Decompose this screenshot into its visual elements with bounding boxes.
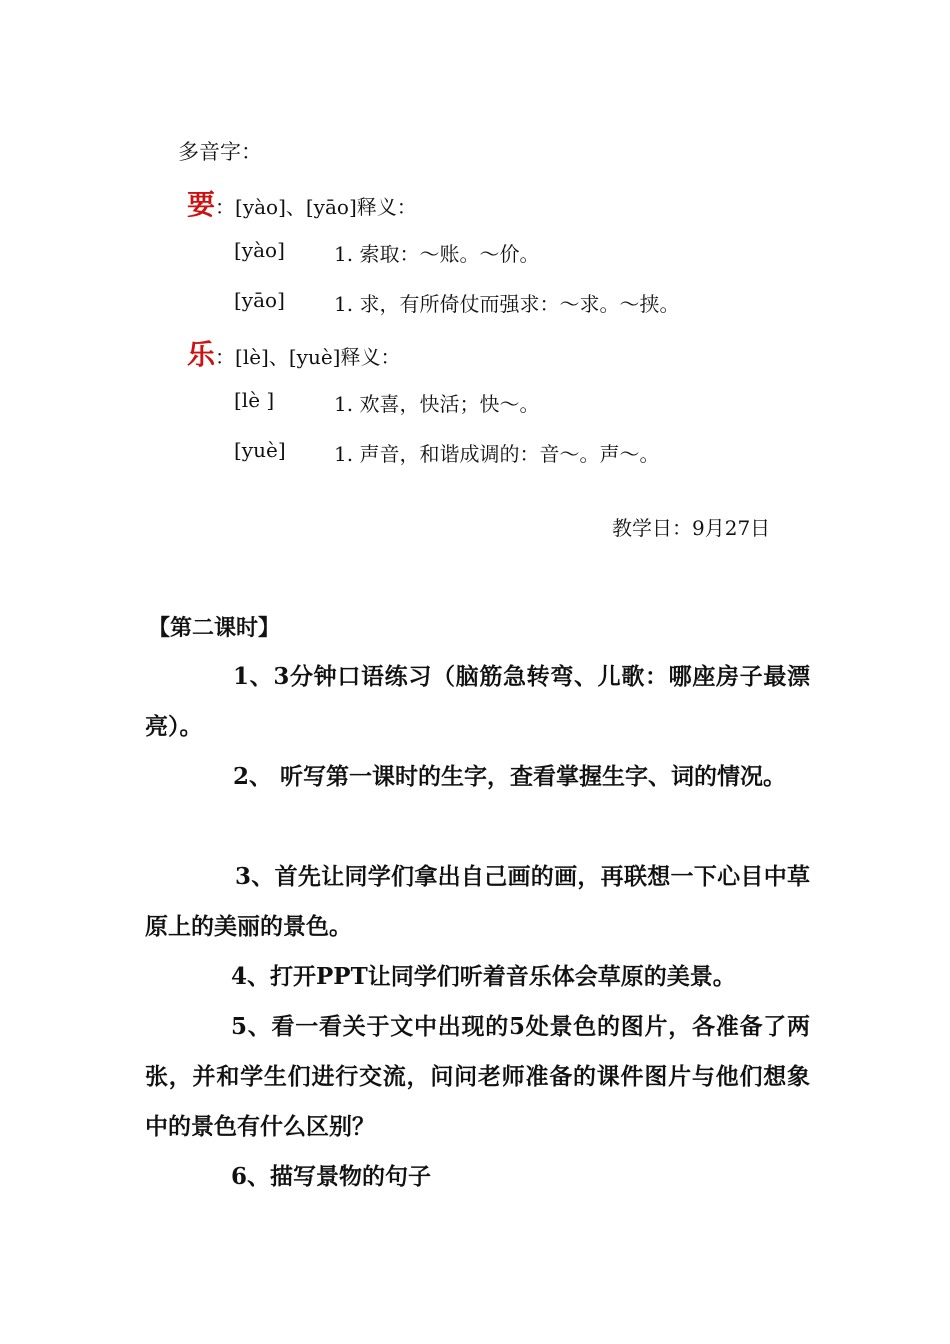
lesson-step: 1、3分钟口语练习（脑筋急转弯、儿歌：哪座房子最漂亮）。 [145, 663, 810, 740]
lesson-title: 【第二课时】 [148, 615, 281, 641]
entry-header-le [187, 333, 400, 373]
lesson-step: 3、首先让同学们拿出自己画的画，再联想一下心目中草原上的美丽的景色。 [145, 863, 810, 940]
lesson-step: 5、看一看关于文中出现的5处景色的图片，各准备了两张，并和学生们进行交流，问问老师准备的课件图片与他们想象中的景色有什么区别？ [145, 1013, 810, 1140]
teaching-date: 教学日：9月27日 [612, 516, 771, 540]
reading-definition: 1. 声音，和谐成调的：音～。声～。 [334, 442, 660, 466]
reading-pinyin: [lè ] [234, 388, 275, 412]
lesson-step: 4、打开PPT让同学们听着音乐体会草原的美景。 [231, 963, 736, 990]
entry-char: 乐 [187, 338, 216, 371]
reading-definition: 1. 求，有所倚仗而强求：～求。～挟。 [334, 292, 680, 316]
entry-header-text: ：[lè]、[yuè]释义： [215, 345, 401, 369]
lesson-step: 2、 听写第一课时的生字，查看掌握生字、词的情况。 [233, 763, 787, 790]
reading-pinyin: [yào] [234, 238, 285, 262]
reading-definition: 1. 欢喜，快活；快～。 [334, 392, 540, 416]
polyphonic-section-title: 多音字： [178, 140, 262, 164]
reading-pinyin: [yāo] [234, 288, 285, 312]
entry-header-text: ：[yào]、[yāo]释义： [215, 195, 417, 219]
reading-definition: 1. 索取：～账。～价。 [334, 242, 540, 266]
reading-pinyin: [yuè] [234, 438, 286, 462]
lesson-step: 6、描写景物的句子 [231, 1163, 432, 1190]
entry-header-yao [187, 183, 417, 223]
entry-char: 要 [187, 188, 216, 221]
